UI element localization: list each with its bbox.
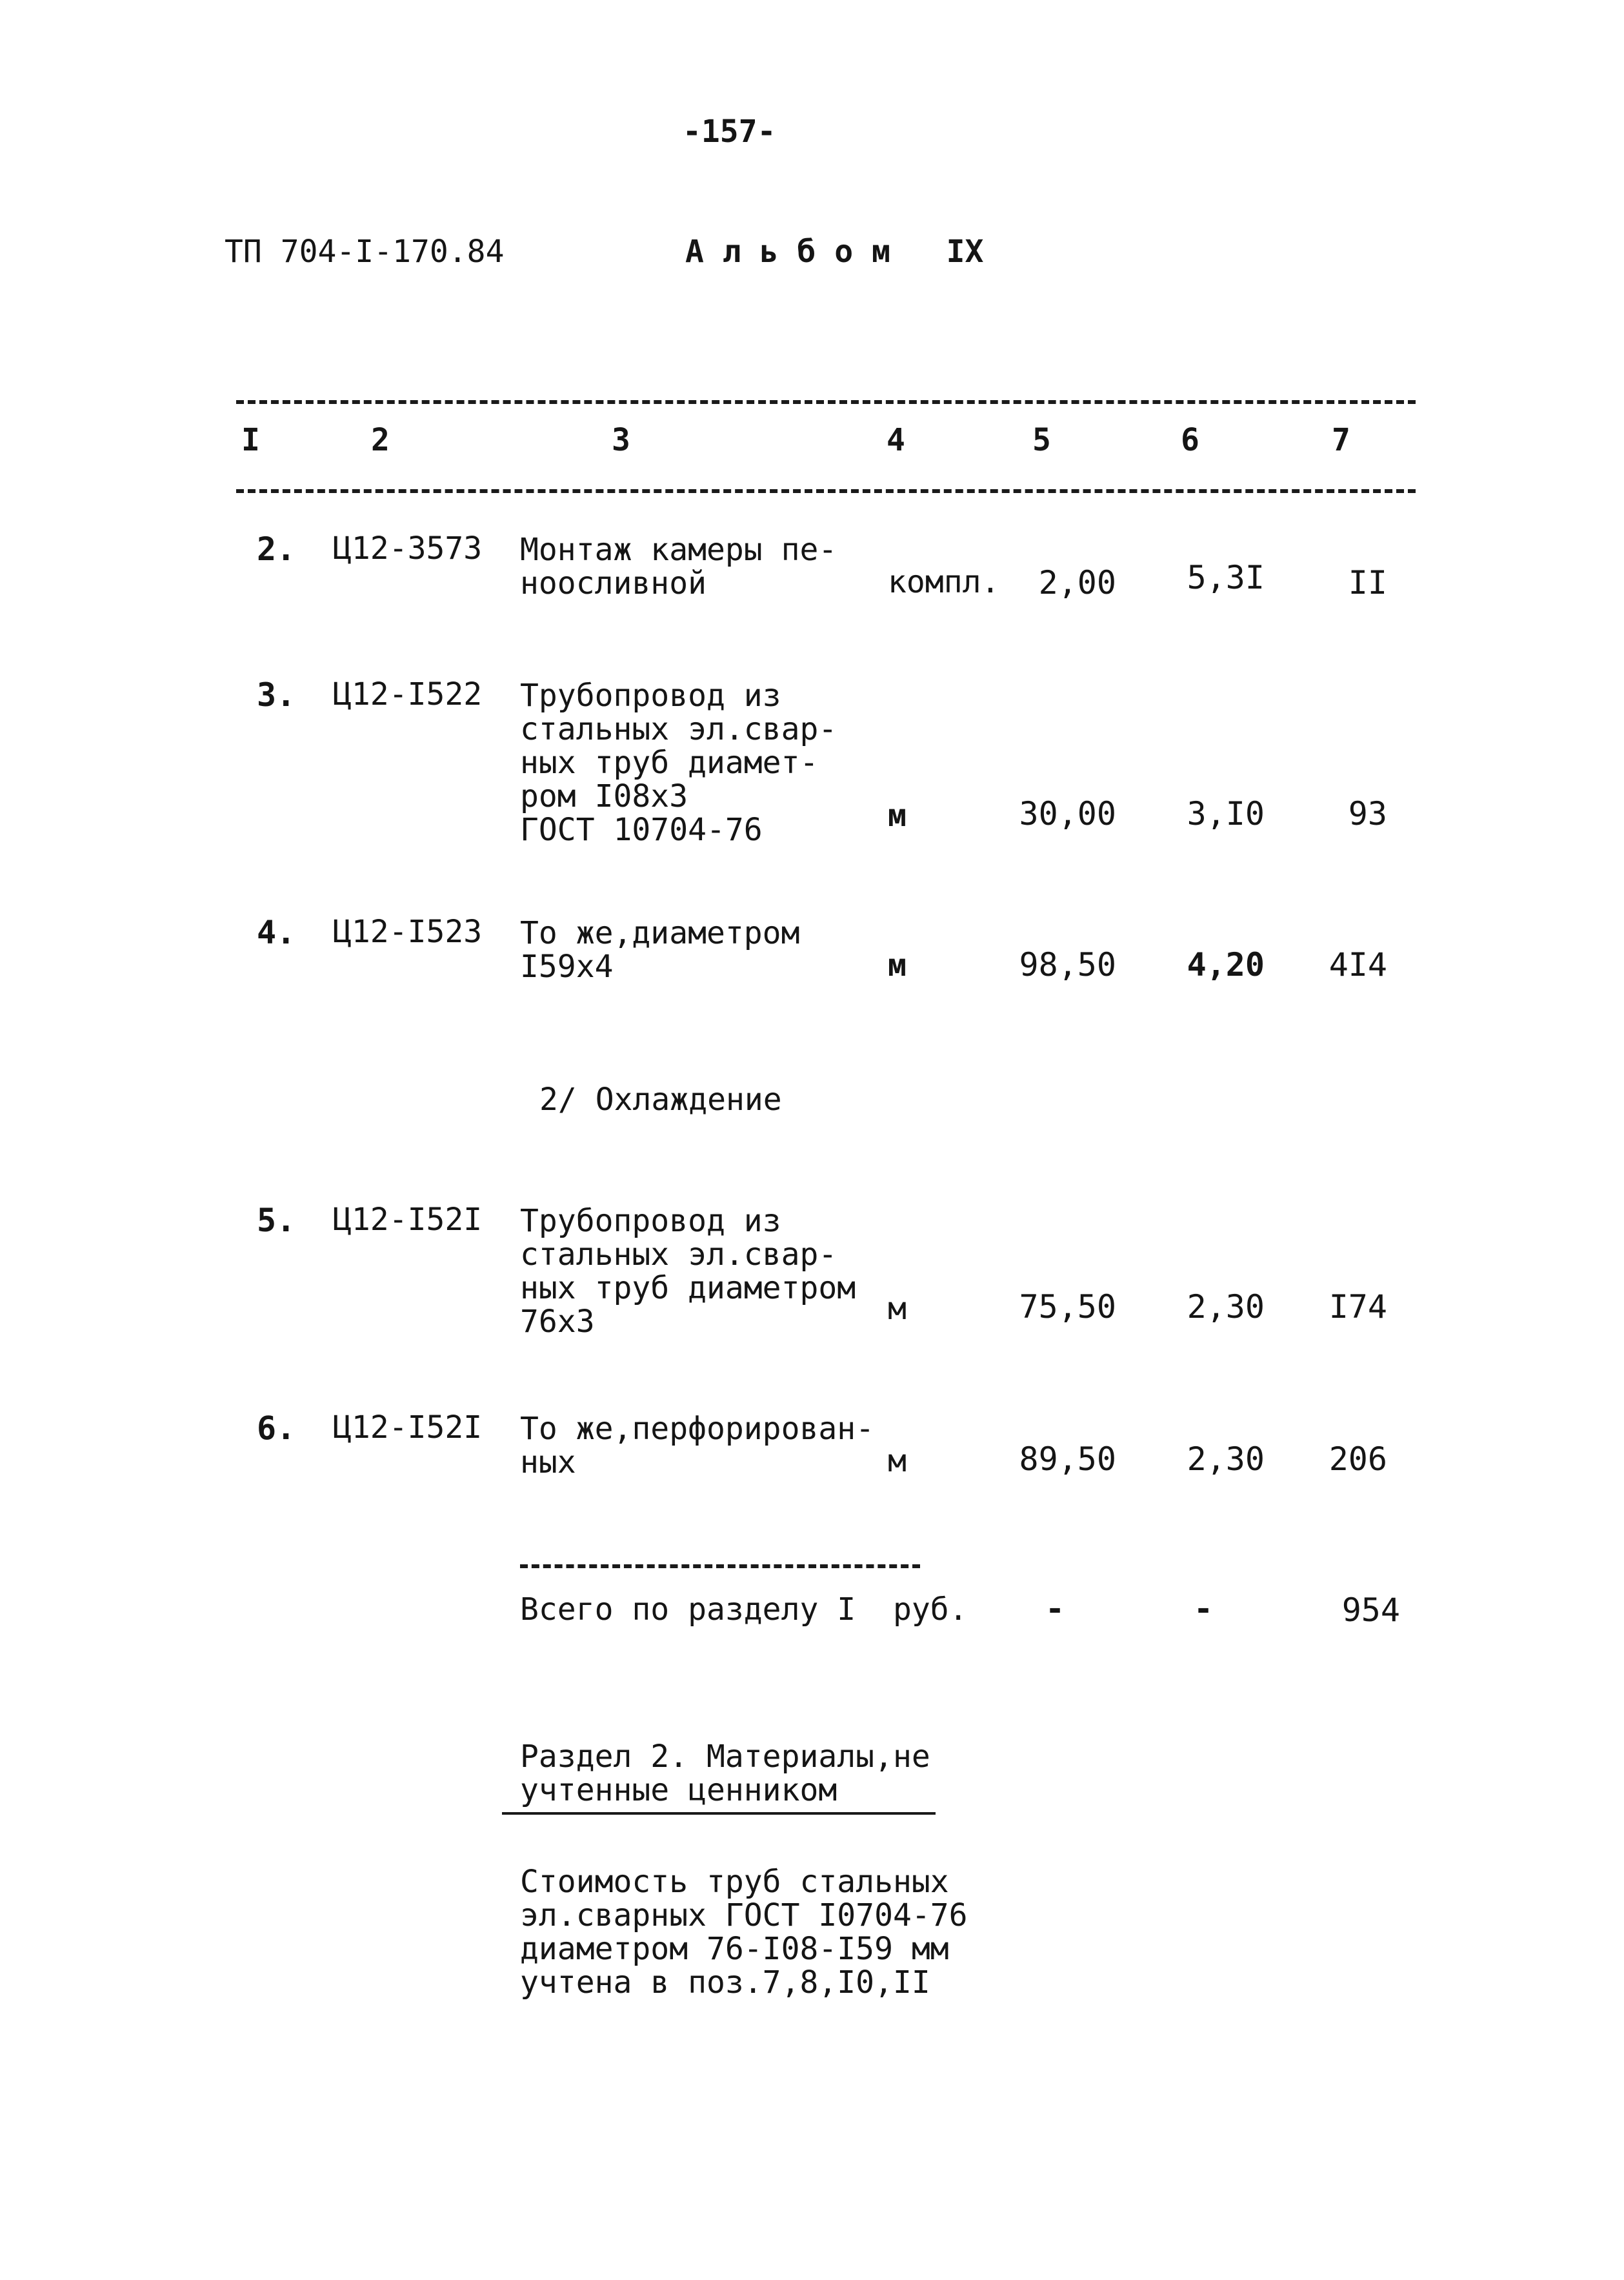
- row-total: 4I4: [1328, 946, 1387, 984]
- section-2-underline: [502, 1812, 936, 1815]
- column-header-6: 6: [1181, 422, 1199, 458]
- row-quantity: 98,50: [1019, 946, 1116, 984]
- row-quantity: 2,00: [1038, 564, 1116, 601]
- row-code: Ц12-I522: [333, 676, 483, 712]
- row-total: 206: [1328, 1440, 1387, 1478]
- section-total-price: -: [1193, 1590, 1214, 1628]
- row-price: 5,3I: [1187, 559, 1265, 596]
- header-bottom-divider: [236, 489, 1416, 493]
- row-number: 4.: [257, 914, 296, 951]
- page-number: -157-: [683, 114, 776, 150]
- row-total: 93: [1348, 795, 1387, 832]
- row-description: Монтаж камеры пе- ноосливной: [520, 532, 837, 601]
- row-code: Ц12-3573: [333, 530, 483, 567]
- section-2-note: Стоимость труб стальных эл.сварных ГОСТ I0704-76 диаметром 76-I08-I59 мм учтена в поз.7,8,I0,II: [520, 1864, 968, 2001]
- column-header-1: I: [241, 422, 260, 458]
- row-number: 2.: [257, 530, 296, 568]
- row-price: 2,30: [1187, 1440, 1265, 1478]
- section-total-label: Всего по разделу I: [520, 1591, 856, 1628]
- row-unit: м: [888, 1443, 907, 1479]
- row-price: 4,20: [1187, 946, 1265, 984]
- row-description: То же,диаметром I59х4: [520, 915, 800, 985]
- row-number: 3.: [257, 676, 296, 714]
- row-quantity: 89,50: [1019, 1440, 1116, 1478]
- column-header-4: 4: [887, 422, 905, 458]
- row-unit: м: [888, 798, 907, 834]
- column-header-5: 5: [1032, 422, 1051, 458]
- section-total-quantity: -: [1045, 1590, 1065, 1628]
- section-2-heading: Раздел 2. Материалы,не учтенные ценником: [520, 1739, 930, 1808]
- column-header-2: 2: [371, 422, 390, 458]
- section-total-unit: руб.: [893, 1591, 968, 1628]
- row-description: Трубопровод из стальных эл.свар- ных труб диаметром 76х3: [520, 1203, 856, 1340]
- row-unit: компл.: [888, 564, 1000, 600]
- row-price: 3,I0: [1187, 795, 1265, 832]
- row-description: То же,перфорирован- ных: [520, 1411, 875, 1480]
- row-code: Ц12-I52I: [333, 1202, 483, 1238]
- row-price: 2,30: [1187, 1288, 1265, 1326]
- total-divider: [520, 1564, 920, 1568]
- row-total: I74: [1328, 1288, 1387, 1326]
- row-number: 6.: [257, 1409, 296, 1447]
- subsection-heading: 2/ Охлаждение: [539, 1082, 782, 1118]
- row-code: Ц12-I523: [333, 914, 483, 950]
- row-quantity: 75,50: [1019, 1288, 1116, 1326]
- row-total: II: [1348, 564, 1387, 601]
- row-unit: м: [888, 947, 907, 984]
- row-quantity: 30,00: [1019, 795, 1116, 832]
- row-description: Трубопровод из стальных эл.свар- ных труб диамет- ром I08х3 ГОСТ 10704-76: [520, 678, 837, 848]
- row-unit: м: [888, 1291, 907, 1327]
- column-header-3: 3: [612, 422, 630, 458]
- row-number: 5.: [257, 1202, 296, 1239]
- column-header-7: 7: [1332, 422, 1350, 458]
- row-code: Ц12-I52I: [333, 1409, 483, 1446]
- section-total-amount: 954: [1341, 1591, 1400, 1629]
- header-top-divider: [236, 400, 1416, 404]
- album-label: А л ь б о м IX: [685, 234, 984, 270]
- document-code: ТП 704-I-170.84: [225, 234, 505, 270]
